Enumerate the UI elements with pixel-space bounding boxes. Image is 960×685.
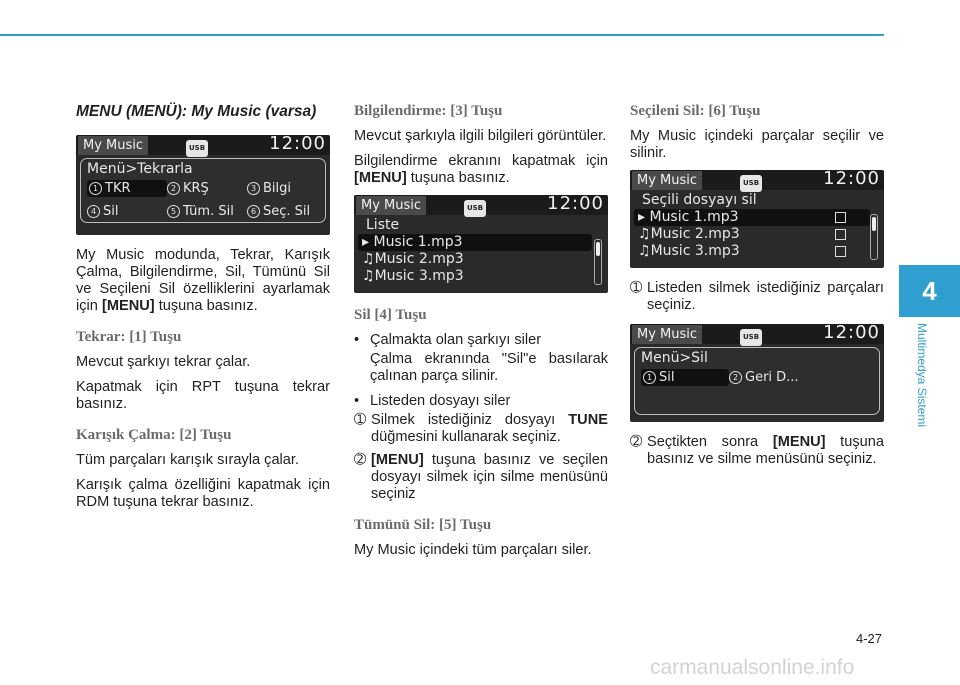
option-label: KRŞ [183,181,209,196]
intro-paragraph [76,247,330,315]
track-list [630,190,884,260]
step-number: ➁ [354,452,367,468]
delete-heading: Sil [4] Tuşu [354,307,427,323]
option-label: Geri D... [745,370,799,385]
list-item [354,393,608,410]
menu-heading: MENU (MENÜ): My Music (varsa) [76,103,317,120]
scrollbar[interactable] [870,214,878,260]
option-number: 5 [167,205,180,218]
scrollbar[interactable] [594,239,602,285]
checkbox[interactable] [835,212,846,223]
play-arrow-icon: ▸ [362,234,374,250]
info-text-end: tuşuna basınız. [406,170,510,186]
menu-key: [MENU] [101,298,155,314]
option-label: TKR [105,181,131,196]
chapter-label: Multimedya Sistemi [915,322,929,428]
menu-key: [MENU] [371,452,424,468]
music-note-icon: ♫ [638,243,651,259]
step-1 [354,412,608,446]
menu-panel [80,158,326,223]
option-shuffle[interactable] [167,180,247,197]
menu-panel [634,347,880,415]
step-1 [630,280,884,314]
shuffle-heading: Karışık Çalma: [2] Tuşu [76,427,232,443]
screen-clock: 12:00 [823,324,880,343]
menu-options [641,369,873,386]
shuffle-text-1: Tüm parçaları karışık sırayla çalar. [76,452,300,468]
option-delete-all[interactable] [167,203,247,220]
bullet-icon: • [354,332,360,348]
music-note-icon: ♫ [362,251,375,267]
chapter-tab: 4 [899,265,960,317]
track-name: Music 3.mp3 [374,268,464,284]
panel-title: Menü>Sil [641,350,708,366]
music-note-icon: ♫ [638,226,651,242]
screen-clock: 12:00 [823,170,880,189]
intro-text: My Music modunda, Tekrar, Karışık Çalma, Bilgilendirme, Sil, Tümünü Sil ve Seçileni Sil özelliklerini ayarlamak için [76,247,330,314]
track-name: Music 2.mp3 [374,251,464,267]
track-name: Music 1.mp3 [373,234,463,250]
usb-badge: USB [740,329,762,346]
usb-badge: USB [740,175,762,192]
option-number: 1 [89,182,102,195]
option-number: 4 [87,205,100,218]
option-number: 2 [729,371,742,384]
screen-app-name: My Music [356,196,426,215]
screen-header [76,135,330,155]
scrollbar-thumb[interactable] [872,217,876,231]
option-label: Tüm. Sil [183,204,234,219]
column-2 [354,103,608,567]
track-row[interactable] [634,243,870,260]
option-back[interactable] [729,369,829,386]
intro-text-end: tuşuna basınız. [154,298,258,314]
music-note-icon: ♫ [362,268,375,284]
repeat-heading: Tekrar: [1] Tuşu [76,329,182,345]
option-info[interactable] [247,180,327,197]
screen-app-name: My Music [632,325,702,344]
option-repeat[interactable] [87,180,167,197]
step-2 [630,434,884,468]
screen-list [354,195,608,293]
screen-menu-repeat [76,135,330,235]
track-name: Music 3.mp3 [650,243,740,259]
play-arrow-icon: ▸ [638,209,650,225]
screen-select-delete [630,170,884,268]
delete-all-heading: Tümünü Sil: [5] Tuşu [354,517,492,533]
delete-all-text: My Music içindeki tüm parçaları siler. [354,542,592,558]
screen-clock: 12:00 [269,135,326,154]
screen-app-name: My Music [632,171,702,190]
list-item [354,332,608,349]
option-number: 1 [643,371,656,384]
step-number: ➁ [630,434,643,450]
info-text: Bilgilendirme ekranını kapatmak için [354,153,608,169]
screen-header [354,195,608,215]
track-name: Music 2.mp3 [650,226,740,242]
bullet-text: Listeden dosyayı siler [370,393,511,409]
step-2 [354,452,608,503]
panel-title: Liste [366,217,400,233]
step-text-end: düğmesini kullanarak seçiniz. [371,429,561,445]
step-text: Listeden silmek istediğiniz parçaları seçiniz. [647,280,884,313]
checkbox[interactable] [835,229,846,240]
track-row[interactable] [358,234,592,251]
header-rule [0,34,884,36]
delete-selected-text: My Music içindeki parçalar seçilir ve silinir. [630,128,884,161]
screen-header [630,324,884,344]
track-row[interactable] [358,251,592,268]
scrollbar-thumb[interactable] [596,242,600,256]
menu-key: [MENU] [354,170,407,186]
checkbox[interactable] [835,246,846,257]
option-label: Sil [103,204,119,219]
repeat-text-1: Mevcut şarkıyı tekrar çalar. [76,354,251,370]
option-number: 3 [247,182,260,195]
bullet-icon: • [354,393,360,409]
column-1 [76,103,330,519]
page-number: 4-27 [856,631,883,646]
bullet-text: Çalmakta olan şarkıyı siler [370,332,542,348]
option-label: Seç. Sil [263,204,311,219]
watermark: carmanualsonline.info [650,656,855,679]
column-3 [630,103,884,474]
info-heading: Bilgilendirme: [3] Tuşu [354,103,503,119]
track-row[interactable] [634,226,870,243]
option-number: 2 [167,182,180,195]
track-row[interactable] [634,209,870,226]
panel-title: Menü>Tekrarla [87,161,193,177]
repeat-text-2: Kapatmak için RPT tuşuna tekrar basınız. [76,379,330,412]
option-label: Sil [659,370,675,385]
screen-clock: 12:00 [547,195,604,214]
option-delete-selected[interactable] [247,203,327,220]
step-text-start: Seçtikten sonra [647,434,773,450]
menu-key: [MENU] [772,434,826,450]
screen-app-name: My Music [78,136,148,155]
shuffle-text-2: Karışık çalma özelliğini kapatmak için RDM tuşuna tekrar basınız. [76,477,330,510]
menu-options [87,180,319,220]
step-text [371,452,608,503]
info-text-2 [354,153,608,187]
delete-selected-heading: Seçileni Sil: [6] Tuşu [630,103,761,119]
screen-delete-menu [630,324,884,422]
step-text [371,412,608,446]
tune-key: TUNE [568,412,608,428]
step-text-end: tuşuna basınız ve silme menüsünü seçiniz. [647,434,884,467]
track-name: Music 1.mp3 [649,209,739,225]
screen-header [630,170,884,190]
option-number: 6 [247,205,260,218]
bullet-detail: Çalma ekranında "Sil"e basılarak çalınan parça silinir. [370,351,608,384]
track-row[interactable] [358,268,592,285]
step-text-start: Silmek istediğiniz dosyayı [371,412,569,428]
usb-badge: USB [186,140,208,157]
option-label: Bilgi [263,181,292,196]
step-number: ➀ [354,412,367,428]
step-number: ➀ [630,280,643,296]
option-delete[interactable] [641,369,729,386]
step-text-end: tuşuna basınız ve seçilen dosyayı silmek için silme menüsünü seçiniz [371,452,608,502]
info-text-1: Mevcut şarkıyla ilgili bilgileri görüntüler. [354,128,607,144]
usb-badge: USB [464,200,486,217]
panel-title: Seçili dosyayı sil [642,192,757,208]
step-text [647,434,884,468]
option-delete[interactable] [87,203,167,220]
track-list [354,215,608,285]
